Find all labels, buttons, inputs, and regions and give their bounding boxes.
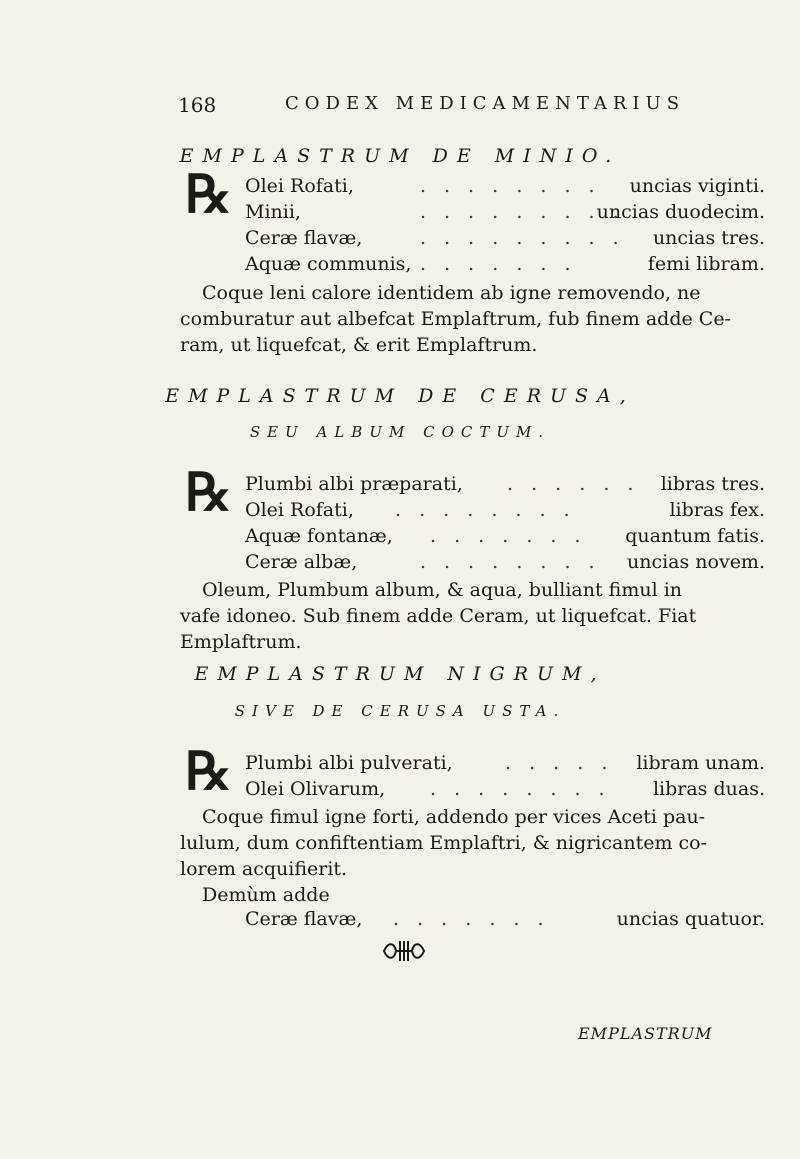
text-line: Coque leni calore identidem ab igne removendo, ne xyxy=(202,282,701,304)
ingredient-row xyxy=(245,752,765,778)
ingredient-name: Olei Rofati, xyxy=(245,499,354,521)
ingredient-name: Plumbi albi pulverati, xyxy=(245,752,453,774)
ingredient-amount: quantum fatis. xyxy=(625,525,765,547)
instructions-paragraph xyxy=(180,280,765,358)
leader-dots: . . . . . . xyxy=(507,473,640,495)
leader-dots: . . . . . xyxy=(505,752,614,774)
ingredient-amount: libram unam. xyxy=(636,752,765,774)
ingredient-name: Ceræ flavæ, xyxy=(245,227,363,249)
ingredient-row xyxy=(245,201,765,227)
ingredient-name: Olei Rofati, xyxy=(245,175,354,197)
section-title-minio: EMPLASTRUM DE MINIO. xyxy=(179,145,621,167)
ingredient-amount: libras duas. xyxy=(652,778,765,800)
text-line: ram, ut liquefcat, & erit Emplaftrum. xyxy=(180,334,538,356)
text-line: Coque fimul igne forti, addendo per vices Aceti pau- xyxy=(202,806,706,828)
fleuron-ornament-icon xyxy=(380,938,428,964)
leader-dots: . . . . . . . . . xyxy=(420,201,625,223)
page-number: 168 xyxy=(178,93,217,117)
leader-dots: . . . . . . . xyxy=(393,908,550,930)
ingredient-row xyxy=(245,499,765,525)
ingredient-row xyxy=(245,253,765,279)
ingredient-row xyxy=(245,908,765,934)
ingredient-row xyxy=(245,525,765,551)
ingredient-name: Aquæ communis, xyxy=(245,253,412,275)
leader-dots: . . . . . . . . . xyxy=(420,227,625,249)
section-title-nigrum: EMPLASTRUM NIGRUM, xyxy=(194,663,606,685)
leader-dots: . . . . . . . . xyxy=(430,778,611,800)
ingredient-name: Aquæ fontanæ, xyxy=(245,525,393,547)
text-line: lulum, dum confiftentiam Emplaftri, & nigricantem co- xyxy=(180,832,707,854)
ingredient-name: Ceræ flavæ, xyxy=(245,908,363,930)
running-title: CODEX MEDICAMENTARIUS xyxy=(285,93,686,114)
ingredient-amount: uncias quatuor. xyxy=(616,908,765,930)
leader-dots: . . . . . . . . xyxy=(395,499,576,521)
recipe-rx-icon: ℞ xyxy=(185,744,232,801)
section-title-cerusa: EMPLASTRUM DE CERUSA, xyxy=(165,385,635,407)
ingredient-amount: uncias tres. xyxy=(652,227,765,249)
leader-dots: . . . . . . . . xyxy=(420,551,601,573)
instructions-paragraph xyxy=(180,804,765,908)
ingredient-row xyxy=(245,175,765,201)
recipe-rx-icon: ℞ xyxy=(185,465,232,522)
ingredient-amount: uncias novem. xyxy=(626,551,765,573)
ingredient-row xyxy=(245,227,765,253)
leader-dots: . . . . . . . . xyxy=(420,175,601,197)
text-line: comburatur aut albefcat Emplaftrum, fub finem adde Ce- xyxy=(180,308,731,330)
leader-dots: . . . . . . . xyxy=(420,253,577,275)
recipe-rx-icon: ℞ xyxy=(185,167,232,224)
text-line: vafe idoneo. Sub finem adde Ceram, ut liquefcat. Fiat xyxy=(180,605,697,627)
ingredient-name: Olei Olivarum, xyxy=(245,778,386,800)
instructions-paragraph xyxy=(180,577,765,655)
ingredient-row xyxy=(245,473,765,499)
ingredient-amount: femi libram. xyxy=(647,253,765,275)
text-line: lorem acquifierit. xyxy=(180,858,348,880)
ingredient-amount: uncias duodecim. xyxy=(596,201,765,223)
running-head xyxy=(178,93,718,123)
section-subtitle: SEU ALBUM COCTUM. xyxy=(249,423,551,441)
text-line: Emplaftrum. xyxy=(180,631,302,653)
section-subtitle: SIVE DE CERUSA USTA. xyxy=(234,702,566,720)
ingredient-name: Minii, xyxy=(245,201,301,223)
ingredient-amount: libras fex. xyxy=(669,499,765,521)
ingredient-row xyxy=(245,551,765,577)
ingredient-name: Ceræ albæ, xyxy=(245,551,358,573)
catchword: EMPLASTRUM xyxy=(578,1024,713,1043)
ingredient-amount: libras tres. xyxy=(660,473,765,495)
ingredient-row xyxy=(245,778,765,804)
ingredient-name: Plumbi albi præparati, xyxy=(245,473,463,495)
ingredient-amount: uncias viginti. xyxy=(629,175,765,197)
text-line: Demùm adde xyxy=(202,884,330,906)
text-line: Oleum, Plumbum album, & aqua, bulliant fimul in xyxy=(202,579,683,601)
leader-dots: . . . . . . . xyxy=(430,525,587,547)
